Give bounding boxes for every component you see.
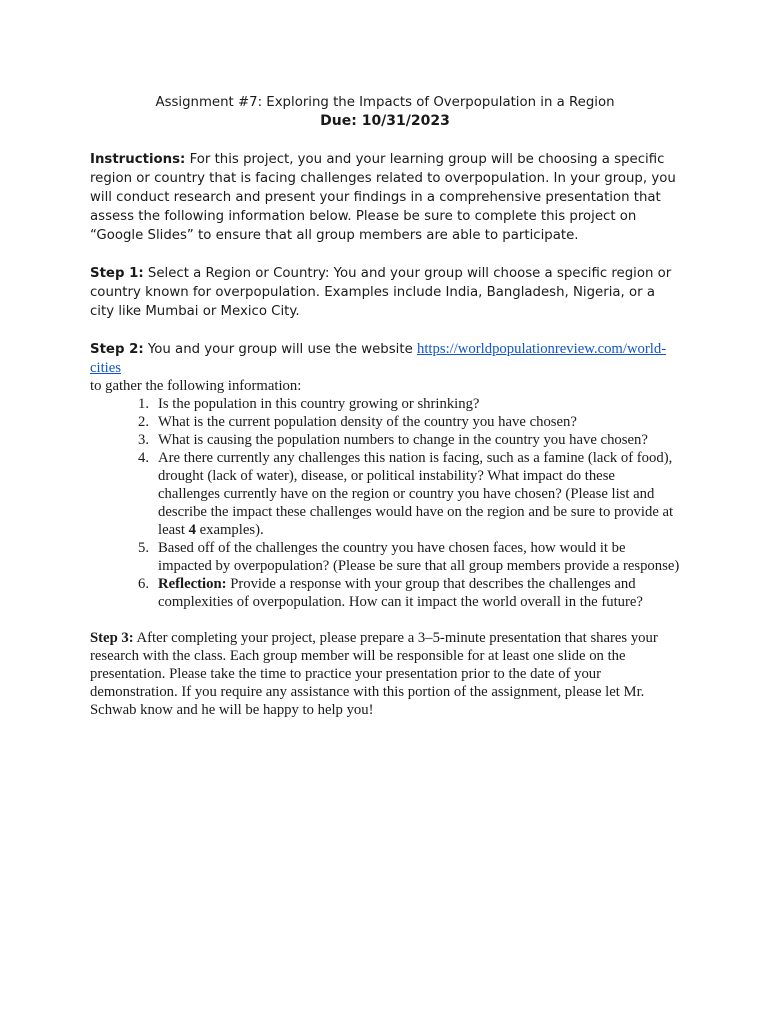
due-date: Due: 10/31/2023 [320, 113, 450, 129]
document-body [90, 93, 680, 719]
list-item-text-end: examples). [195, 522, 264, 538]
list-item [90, 449, 680, 539]
list-item-text: Based off of the challenges the country you have chosen faces, how would it be impacted by overpopulation? (Please be sure that all group members provide a response) [158, 540, 680, 574]
step1-label: Step 1: [90, 266, 144, 281]
list-item-number: 6. [137, 576, 149, 592]
world-population-review-link[interactable]: https://worldpopulationreview.com/world-cities [90, 341, 667, 376]
title-block [90, 93, 680, 131]
step2-question-list [90, 395, 680, 611]
list-item-number: 3. [137, 432, 149, 448]
list-item-number: 4. [137, 450, 149, 466]
list-item [90, 539, 680, 575]
spacer [90, 611, 680, 629]
list-item-text: Are there currently any challenges this nation is facing, such as a famine (lack of food), drought (lack of water), disease, or political instability? What impact do these challenges currently have on the region or country you have chosen? (Please list and describe the impact these challenges would have on the region and be sure to provide at least [158, 450, 674, 538]
step2-paragraph [90, 340, 680, 395]
step1-text: Select a Region or Country: You and your group will choose a specific region or country known for overpopulation. Examples include India, Bangladesh, Nigeria, or a city like Mumbai or Mexico City. [90, 266, 672, 319]
list-item-number: 1. [137, 396, 149, 412]
step2-label: Step 2: [90, 342, 144, 357]
reflection-label: Reflection: [158, 576, 227, 592]
step3-label: Step 3: [90, 630, 134, 646]
list-item [90, 575, 680, 611]
step2-text-after: to gather the following information: [90, 378, 302, 394]
assignment-title: Assignment #7: Exploring the Impacts of Overpopulation in a Region [155, 95, 615, 110]
list-item [90, 431, 680, 449]
list-item-text: What is causing the population numbers to change in the country you have chosen? [158, 432, 648, 448]
list-item-text: Is the population in this country growing or shrinking? [158, 396, 480, 412]
instructions-label: Instructions: [90, 152, 186, 167]
instructions-text: For this project, you and your learning group will be choosing a specific region or country that is facing challenges related to overpopulation. In your group, you will conduct research and present your findings in a comprehensive presentation that assess the following information below. Please be sure to complete this project on “Google Slides” to ensure that all group members are able to participate. [90, 152, 676, 243]
list-item [90, 395, 680, 413]
step3-paragraph [90, 629, 680, 719]
list-item [90, 413, 680, 431]
list-item-text: Provide a response with your group that describes the challenges and complexities of overpopulation. How can it impact the world overall in the future? [158, 576, 643, 610]
instructions-paragraph [90, 150, 680, 245]
list-item-emphasis: 4 [188, 522, 196, 538]
list-item-number: 5. [137, 540, 149, 556]
list-item-text: What is the current population density of the country you have chosen? [158, 414, 577, 430]
step1-paragraph [90, 264, 680, 321]
list-item-number: 2. [137, 414, 149, 430]
step3-text: After completing your project, please prepare a 3–5-minute presentation that shares your research with the class. Each group member will be responsible for at least one slide on the presentation. Please take the time to practice your presentation prior to the date of your demonstration. If you require any assistance with this portion of the assignment, please let Mr. Schwab know and he will be happy to help you! [90, 630, 658, 718]
spacer [90, 131, 680, 150]
step2-text-before: You and your group will use the website [143, 342, 417, 357]
spacer [90, 321, 680, 340]
spacer [90, 245, 680, 264]
